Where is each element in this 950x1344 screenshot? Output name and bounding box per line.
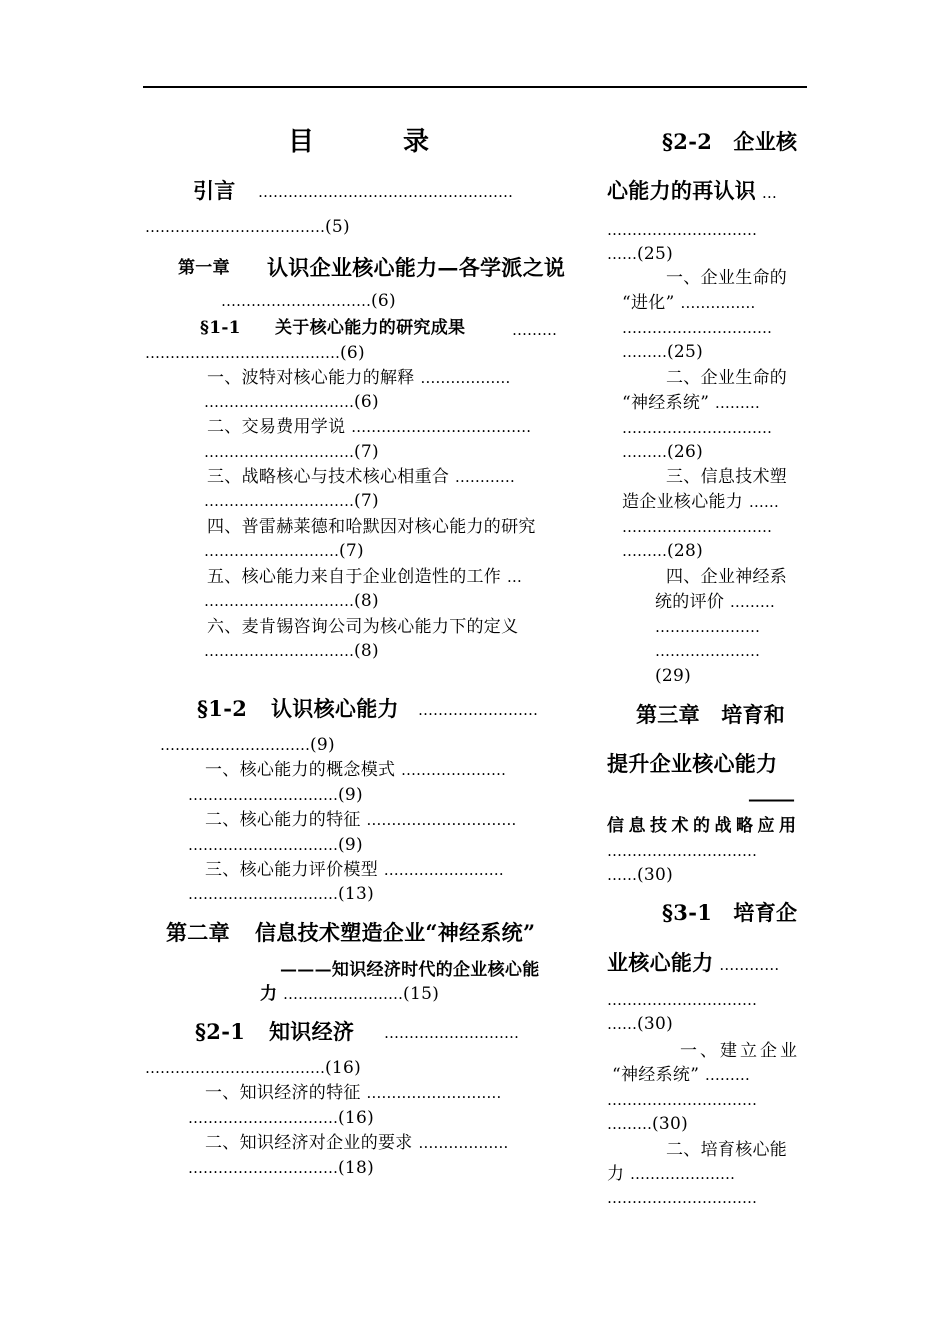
toc-page-number: (9) — [338, 785, 363, 805]
toc-item[interactable]: 二、核心能力的特征 ………………………… — [205, 810, 517, 830]
toc-section-1-1-title[interactable]: 关于核心能力的研究成果 — [275, 318, 466, 338]
toc-item[interactable]: 二、培育核心能 — [666, 1140, 788, 1160]
toc-page-number: (16) — [325, 1058, 362, 1078]
toc-dots: ………………………… — [188, 1159, 338, 1177]
toc-dots: …… — [607, 866, 637, 884]
toc-item[interactable]: 一、企业生命的 — [666, 268, 788, 288]
toc-chapter2-title[interactable]: 信息技术塑造企业“神经系统” — [255, 920, 536, 945]
toc-dots: ……… — [607, 1115, 652, 1133]
toc-page-number: (7) — [339, 541, 364, 561]
toc-section-1-1-label[interactable]: §1-1 — [200, 318, 241, 338]
toc-dots: ……… — [622, 343, 667, 361]
toc-dots: ………………………… — [607, 221, 757, 239]
toc-section-1-2-label[interactable]: §1-2 — [197, 696, 248, 721]
toc-dots: ………………………… — [622, 319, 772, 337]
toc-dots: ……… — [622, 542, 667, 560]
toc-section-3-1-title-cont[interactable]: 业核心能力 — [607, 950, 714, 975]
toc-page-number: (25) — [637, 244, 674, 264]
toc-page-number: (25) — [667, 342, 704, 362]
toc-dots: …… — [607, 245, 637, 263]
toc-dots: ………………………… — [221, 292, 371, 310]
toc-item[interactable]: 一、知识经济的特征 ……………………… — [205, 1083, 502, 1103]
toc-chapter2-label[interactable]: 第二章 — [166, 920, 230, 945]
toc-dots: ……… — [512, 321, 557, 339]
toc-section-2-2-title[interactable]: §2-2 企业核 — [662, 129, 798, 154]
toc-dots: …………………… — [418, 701, 538, 719]
toc-dots: ………………………… — [204, 492, 354, 510]
toc-item[interactable]: 一、核心能力的概念模式 ………………… — [205, 760, 507, 780]
toc-page-number: (6) — [354, 392, 379, 412]
toc-item[interactable]: 一、波特对核心能力的解释 ……………… — [207, 368, 511, 388]
toc-item-cont[interactable]: 造企业核心能力 — [622, 492, 744, 512]
toc-dots: ………………… — [630, 1165, 736, 1183]
toc-item[interactable]: 一、建立企业 — [680, 1041, 800, 1061]
toc-dots: ………………………………… — [145, 344, 340, 362]
toc-dots: ………………………… — [204, 393, 354, 411]
toc-chapter3-title-cont[interactable]: 提升企业核心能力 — [607, 751, 778, 776]
toc-section-3-1-title[interactable]: §3-1 培育企 — [662, 900, 798, 925]
toc-dots: ……… — [704, 1066, 750, 1084]
toc-page-number: (7) — [354, 491, 379, 511]
toc-item[interactable]: 六、麦肯锡咨询公司为核心能力下的定义 — [207, 617, 519, 637]
toc-dots: ………………………… — [607, 1091, 757, 1109]
toc-item[interactable]: 二、知识经济对企业的要求 ……………… — [205, 1133, 509, 1153]
toc-chapter2-subtitle: ———知识经济时代的企业核心能 — [280, 960, 540, 980]
toc-item[interactable]: 四、普雷赫莱德和哈默因对核心能力的研究 — [207, 517, 536, 537]
toc-section-2-1-label[interactable]: §2-1 — [195, 1019, 246, 1044]
toc-page-number: (15) — [403, 984, 440, 1004]
toc-chapter3-title[interactable]: 第三章 培育和 — [636, 702, 786, 727]
toc-page-number: (6) — [371, 291, 396, 311]
toc-item-cont[interactable]: “进化” — [622, 293, 675, 313]
toc-dots: ……………………………… — [145, 1059, 325, 1077]
toc-chapter3-subtitle: 信息技术的战略应用 — [607, 816, 801, 836]
toc-dots: ………………………… — [188, 885, 338, 903]
toc-dots: …………………………………………… — [258, 183, 513, 201]
toc-dots: … — [761, 184, 777, 202]
toc-chapter3-dash: ——— — [748, 790, 793, 810]
toc-item[interactable]: 三、信息技术塑 — [666, 467, 788, 487]
toc-item-cont[interactable]: 统的评价 — [655, 592, 725, 612]
toc-dots: …………………… — [283, 985, 404, 1003]
toc-dots: ………………… — [655, 642, 760, 660]
toc-dots: ……… — [729, 593, 775, 611]
toc-item[interactable]: 二、企业生命的 — [666, 368, 788, 388]
toc-item-cont[interactable]: “神经系统” — [612, 1065, 700, 1085]
toc-section-2-1-title[interactable]: 知识经济 — [269, 1019, 355, 1044]
toc-dots: …………… — [680, 294, 756, 312]
toc-item[interactable]: 二、交易费用学说 ……………………………… — [207, 417, 532, 437]
toc-title-right: 录 — [403, 127, 430, 157]
toc-dots: ………………………… — [188, 836, 338, 854]
toc-page-number: (28) — [667, 541, 704, 561]
toc-dots: ……… — [622, 443, 667, 461]
toc-intro-label[interactable]: 引言 — [193, 178, 236, 203]
toc-page-number: (8) — [354, 641, 379, 661]
toc-dots: ………………………… — [160, 736, 310, 754]
toc-item-cont[interactable]: “神经系统” — [622, 393, 710, 413]
toc-dots: ………………………… — [622, 419, 772, 437]
toc-item[interactable]: 四、企业神经系 — [666, 567, 788, 587]
toc-dots: ………………………… — [204, 443, 354, 461]
toc-dots: ………………………… — [607, 842, 757, 860]
toc-page-number: (13) — [338, 884, 375, 904]
toc-chapter1-title[interactable]: 认识企业核心能力—各学派之说 — [267, 255, 566, 280]
toc-dots: ……………………… — [384, 1024, 519, 1042]
toc-dots: ……………………………… — [145, 218, 325, 236]
toc-page-number: (26) — [667, 442, 704, 462]
toc-dots: ……………………… — [204, 542, 339, 560]
toc-chapter1-label[interactable]: 第一章 — [178, 258, 230, 278]
toc-dots: ………………… — [655, 618, 760, 636]
toc-page-number: (30) — [652, 1114, 689, 1134]
toc-page-number: (29) — [655, 666, 692, 686]
toc-page-number: (30) — [637, 865, 674, 885]
toc-item[interactable]: 三、核心能力评价模型 …………………… — [205, 860, 504, 880]
toc-dots: …… — [748, 493, 779, 511]
toc-page-number: (16) — [338, 1108, 375, 1128]
toc-title-left: 目 — [288, 127, 315, 157]
toc-page-number: (5) — [325, 217, 350, 237]
toc-dots: …… — [607, 1015, 637, 1033]
header-rule — [143, 86, 807, 88]
toc-dots: ………………………… — [188, 786, 338, 804]
toc-page-number: (18) — [338, 1158, 375, 1178]
toc-chapter2-subtitle-end: 力 — [260, 984, 278, 1004]
toc-dots: ………………………… — [188, 1109, 338, 1127]
toc-item-cont[interactable]: 力 — [607, 1164, 625, 1184]
toc-dots: ………… — [719, 956, 780, 974]
toc-dots: ……… — [714, 394, 760, 412]
toc-dots: ………………………… — [622, 518, 772, 536]
toc-page-number: (6) — [340, 343, 365, 363]
toc-dots: ………………………… — [607, 991, 757, 1009]
toc-dots: ………………………… — [204, 642, 354, 660]
toc-dots: ………………………… — [204, 592, 354, 610]
toc-page-number: (8) — [354, 591, 379, 611]
toc-page-number: (30) — [637, 1014, 674, 1034]
toc-item[interactable]: 三、战略核心与技术核心相重合 ………… — [207, 467, 515, 487]
toc-dots: ………………………… — [607, 1189, 757, 1207]
toc-page-number: (7) — [354, 442, 379, 462]
toc-section-2-2-title-cont[interactable]: 心能力的再认识 — [607, 178, 757, 203]
toc-page-number: (9) — [310, 735, 335, 755]
toc-page-number: (9) — [338, 835, 363, 855]
toc-section-1-2-title[interactable]: 认识核心能力 — [271, 696, 399, 721]
toc-item[interactable]: 五、核心能力来自于企业创造性的工作 … — [207, 567, 522, 587]
